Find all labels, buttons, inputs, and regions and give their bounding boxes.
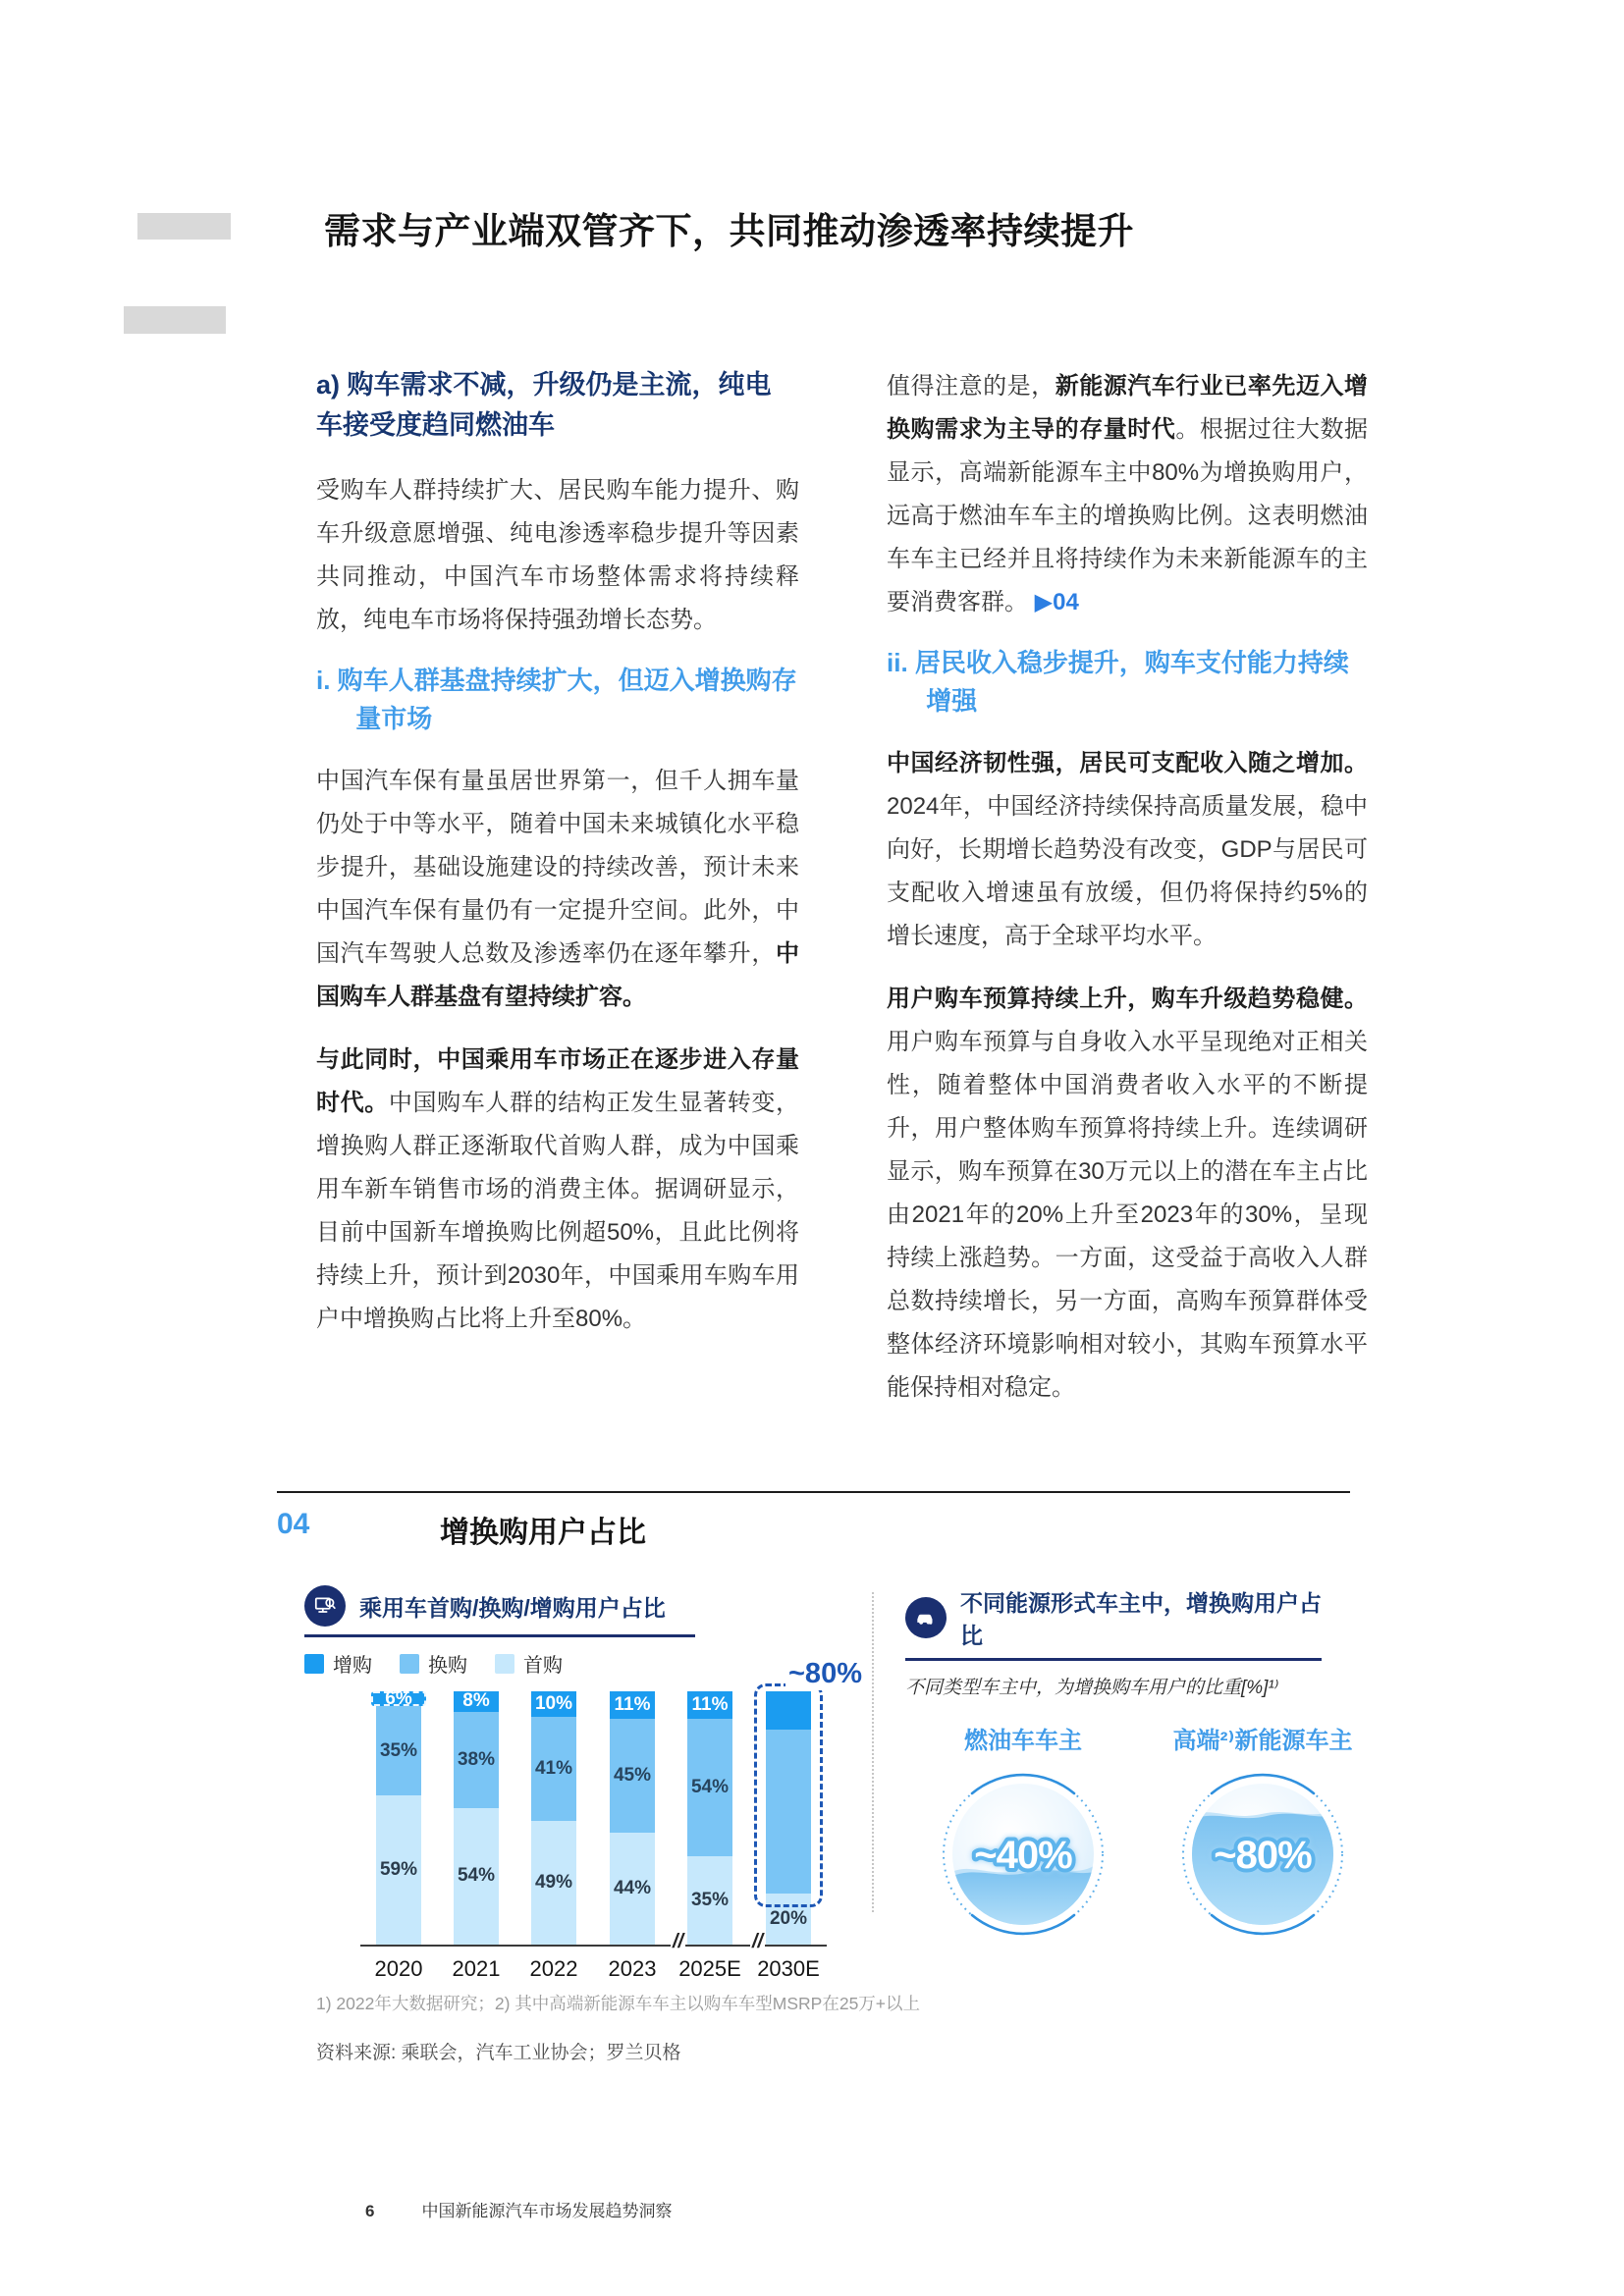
water-wave xyxy=(947,1870,1099,1928)
gauge-value: ~80% xyxy=(1214,1834,1312,1877)
bar-segment-首购 xyxy=(376,1795,421,1945)
x-axis-label: 2025E xyxy=(678,1956,741,1981)
gauge-subtitle: 不同类型车主中，为增换购车用户的比重[%]¹⁾ xyxy=(905,1678,1279,1698)
segment-value-label: 54% xyxy=(457,1865,496,1887)
legend-item xyxy=(400,1649,467,1678)
liquid-gauge xyxy=(940,1771,1107,1938)
gauge-cell xyxy=(1164,1721,1361,1943)
figure-reference: ▶04 xyxy=(1028,589,1079,615)
bar-segment-换购 xyxy=(531,1717,576,1821)
bar-segment-增购 xyxy=(687,1691,732,1719)
text-run: 与此同时，中国乘用车市场正在逐步进入存量时代。 xyxy=(316,1046,799,1116)
bar-2022 xyxy=(531,1691,576,1945)
paragraph xyxy=(887,365,1368,624)
segment-value-label: 8% xyxy=(462,1690,490,1712)
segment-value-label: 35% xyxy=(379,1739,418,1761)
segment-value-label: 11% xyxy=(691,1694,729,1716)
gauge-panel-header xyxy=(905,1585,1322,1661)
footer-text: 中国新能源汽车市场发展趋势洞察 xyxy=(421,2202,673,2220)
gauge-owner-label: 高端²⁾新能源车主 xyxy=(1172,1728,1353,1754)
panel-separator xyxy=(872,1592,874,1912)
figure-divider xyxy=(277,1491,1350,1493)
bar-segment-换购 xyxy=(610,1719,655,1833)
bar-2021 xyxy=(454,1691,499,1945)
text-run: 新能源汽车行业已率先迈入增换购需求为主导的存量时代 xyxy=(887,373,1369,443)
paragraph xyxy=(887,978,1368,1410)
bar-chart-header xyxy=(304,1585,695,1637)
section-a-heading: a) 购车需求不减，升级仍是主流，纯电车接受度趋同燃油车 xyxy=(316,370,772,440)
segment-value-label: 54% xyxy=(690,1777,730,1798)
paragraph xyxy=(316,760,799,1019)
bar-segment-换购 xyxy=(376,1706,421,1794)
annotation-label: ~80% xyxy=(785,1658,865,1690)
decorative-bar xyxy=(124,306,226,334)
legend-swatch xyxy=(495,1654,514,1674)
paragraph xyxy=(316,1039,799,1341)
segment-value-label: 44% xyxy=(613,1878,652,1899)
analytics-research-icon xyxy=(304,1585,346,1627)
gauge-panel-title: 不同能源形式车主中，增换购用户占比 xyxy=(960,1590,1322,1648)
bar-segment-增购 xyxy=(610,1691,655,1719)
text-run: 受购车人群持续扩大、居民购车能力提升、购车升级意愿增强、纯电渗透率稳步提升等因素共同推动，中国汽车市场整体需求将持续释放，纯电车市场将保持强劲增长态势。 xyxy=(316,477,799,633)
decorative-bar xyxy=(137,213,231,240)
figure-number: 04 xyxy=(277,1508,310,1540)
bar-segment-首购 xyxy=(531,1821,576,1945)
bar-segment-增购 xyxy=(454,1691,499,1712)
text-run: 用户购车预算持续上升，购车升级趋势稳健。 xyxy=(887,986,1368,1012)
section-i-heading: i. 购车人群基盘持续扩大，但迈入增换购存量市场 xyxy=(316,666,797,733)
legend-item xyxy=(495,1649,563,1678)
bar-chart-panel xyxy=(304,1585,862,1986)
gauge-owner-label: 燃油车车主 xyxy=(964,1728,1082,1754)
bar-segment-首购 xyxy=(687,1856,732,1945)
x-axis-label: 2023 xyxy=(608,1956,657,1981)
segment-value-label: 20% xyxy=(769,1908,808,1930)
text-run: 值得注意的是， xyxy=(887,373,1056,400)
bar-2023 xyxy=(610,1691,655,1945)
bar-2020 xyxy=(376,1687,421,1945)
section-ii-heading: ii. 居民收入稳步提升，购车支付能力持续增强 xyxy=(887,648,1349,716)
bar-2030E xyxy=(766,1691,811,1945)
segment-value-label: 49% xyxy=(534,1871,573,1893)
segment-value-label: 10% xyxy=(534,1692,573,1714)
legend-label: 换购 xyxy=(428,1655,467,1677)
car-owner-icon xyxy=(905,1597,947,1638)
left-column xyxy=(316,365,799,1361)
bar-segment-增购 xyxy=(531,1691,576,1717)
text-run: 中国购车人群的结构正发生显著转变，增换购人群正逐渐取代首购人群，成为中国乘用车新车销售市场的消费主体。据调研显示，目前中国新车增换购比例超50%，且此比例将持续上升，预计到2030年，中国乘用车购车用户中增换购占比将上升至80%。 xyxy=(316,1090,800,1332)
bar-segment-换购 xyxy=(454,1712,499,1808)
text-run: 。根据过往大数据显示，高端新能源车主中80%为增换购用户，远高于燃油车车主的增换购比例。这表明燃油车车主已经并且将持续作为未来新能源车的主要消费客群。 xyxy=(887,416,1369,615)
chart-legend xyxy=(304,1649,859,1678)
x-axis-label: 2022 xyxy=(529,1956,578,1981)
page-number: 6 xyxy=(365,2202,375,2220)
text-run: 中国经济韧性强，居民可支配收入随之增加。 xyxy=(887,750,1368,776)
text-run: 中国汽车保有量虽居世界第一，但千人拥车量仍处于中等水平，随着中国未来城镇化水平稳步提升，基础设施建设的持续改善，预计未来中国汽车保有量仍有一定提升空间。此外，中国汽车驾驶人总数及渗透率仍在逐年攀升， xyxy=(316,768,799,967)
bar-segment-换购 xyxy=(766,1730,811,1895)
gauge-panel xyxy=(905,1585,1353,1943)
bar-chart-title: 乘用车首购/换购/增购用户占比 xyxy=(359,1594,666,1621)
segment-value-label: 45% xyxy=(613,1765,652,1787)
gauge-cell xyxy=(905,1721,1141,1943)
segment-value-label: 6% xyxy=(385,1687,412,1709)
text-run: 用户购车预算与自身收入水平呈现绝对正相关性，随着整体中国消费者收入水平的不断提升，用户整体购车预算将持续上升。连续调研显示，购车预算在30万元以上的潜在车主占比由2021年的20%上升至2023年的30%，呈现持续上涨趋势。一方面，这受益于高收入人群总数持续增长，另一方面，高购车预算群体受整体经济环境影响相对较小，其购车预算水平能保持相对稳定。 xyxy=(887,1029,1368,1401)
liquid-gauges xyxy=(905,1721,1353,1943)
page-title: 需求与产业端双管齐下，共同推动渗透率持续提升 xyxy=(324,211,1134,251)
liquid-gauge xyxy=(1179,1771,1346,1938)
legend-item xyxy=(304,1649,372,1678)
paragraph xyxy=(887,742,1368,958)
legend-swatch xyxy=(400,1654,419,1674)
text-run: 2024年，中国经济持续保持高质量发展，稳中向好，长期增长趋势没有改变，GDP与居民可支配收入增速虽有放缓，但仍将保持约5%的增长速度，高于全球平均水平。 xyxy=(887,793,1368,949)
segment-value-label: 35% xyxy=(690,1889,730,1910)
x-axis-label: 2020 xyxy=(374,1956,423,1981)
bar-segment-首购 xyxy=(610,1833,655,1945)
bar-segment-增购 xyxy=(766,1691,811,1730)
bar-segment-首购 xyxy=(454,1808,499,1945)
right-column xyxy=(887,365,1368,1429)
legend-swatch xyxy=(304,1654,324,1674)
legend-label: 首购 xyxy=(523,1655,563,1677)
figure-title: 增换购用户占比 xyxy=(440,1517,646,1549)
segment-value-label: 11% xyxy=(614,1694,651,1716)
segment-value-label: 38% xyxy=(457,1748,496,1770)
gauge-value: ~40% xyxy=(974,1834,1072,1877)
bar-2025E xyxy=(687,1691,732,1945)
segment-value-label: 59% xyxy=(379,1858,418,1880)
segment-value-label: 41% xyxy=(534,1757,573,1779)
bar-segment-换购 xyxy=(687,1719,732,1855)
x-axis-label: 2021 xyxy=(452,1956,501,1981)
page-footer xyxy=(365,2197,672,2221)
paragraph xyxy=(316,469,799,642)
x-axis-label: 2030E xyxy=(757,1956,820,1981)
text-run: 中国购车人群基盘有望持续扩容。 xyxy=(316,940,799,1010)
bar-segment-增购 xyxy=(371,1687,426,1709)
axis-break: // xyxy=(673,1931,684,1952)
figure-source: 资料来源: 乘联会，汽车工业协会；罗兰贝格 xyxy=(316,2043,681,2063)
bar-segment-首购 xyxy=(766,1894,811,1945)
legend-label: 增购 xyxy=(333,1655,372,1677)
figure-footnote: 1) 2022年大数据研究；2) 其中高端新能源车车主以购车车型MSRP在25万+以上 xyxy=(316,1994,921,2013)
axis-break: // xyxy=(752,1931,764,1952)
